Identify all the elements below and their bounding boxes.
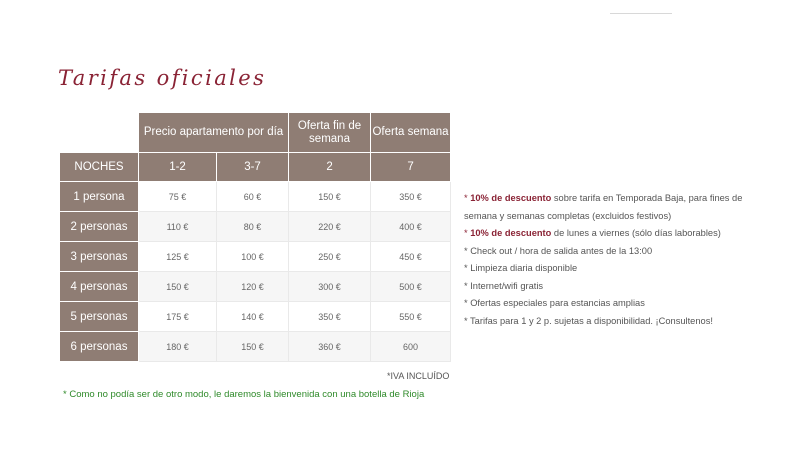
- note-item: [464, 313, 764, 331]
- note-item: [464, 243, 764, 261]
- row-label: 3 personas: [60, 242, 139, 272]
- note-star: *: [464, 193, 471, 203]
- table-cell: 550 €: [371, 302, 451, 332]
- note-text: * Tarifas para 1 y 2 p. sujetas a disponibilidad. ¡Consultenos!: [464, 315, 713, 326]
- header-corner: [60, 113, 139, 153]
- table-cell: 450 €: [371, 242, 451, 272]
- table-row: [60, 332, 451, 362]
- note-text: * Ofertas especiales para estancias amplias: [464, 298, 645, 308]
- table-cell: 140 €: [217, 302, 289, 332]
- header-price-per-day: Precio apartamento por día: [139, 113, 289, 153]
- rates-table: [59, 112, 451, 362]
- conditions-list: [464, 190, 764, 330]
- note-item: [464, 278, 764, 296]
- table-row: [60, 302, 451, 332]
- table-cell: 350 €: [289, 302, 371, 332]
- header-nights-3-7: 3-7: [217, 153, 289, 182]
- header-nights-7: 7: [371, 153, 451, 182]
- table-cell: 300 €: [289, 272, 371, 302]
- note-text: * Limpieza diaria disponible: [464, 263, 578, 273]
- note-item: [464, 260, 764, 278]
- table-cell: 100 €: [217, 242, 289, 272]
- table-cell: 250 €: [289, 242, 371, 272]
- table-cell: 125 €: [139, 242, 217, 272]
- table-row: [60, 182, 451, 212]
- note-item: [464, 225, 764, 243]
- note-star: *: [464, 228, 471, 238]
- note-item: [464, 190, 764, 225]
- note-highlight: 10% de descuento: [470, 193, 552, 203]
- table-cell: 120 €: [217, 272, 289, 302]
- table-cell: 220 €: [289, 212, 371, 242]
- row-label: 6 personas: [60, 332, 139, 362]
- table-cell: 110 €: [139, 212, 217, 242]
- table-cell: 75 €: [139, 182, 217, 212]
- table-subheader-row: [60, 153, 451, 182]
- table-cell: 150 €: [217, 332, 289, 362]
- note-text: * Check out / hora de salida antes de la 13:00: [464, 245, 653, 256]
- row-label: 2 personas: [60, 212, 139, 242]
- header-nights: NOCHES: [60, 153, 139, 182]
- top-divider: [610, 13, 672, 14]
- table-header-row: [60, 113, 451, 153]
- table-cell: 400 €: [371, 212, 451, 242]
- table-cell: 500 €: [371, 272, 451, 302]
- table-row: [60, 272, 451, 302]
- table-cell: 60 €: [217, 182, 289, 212]
- table-row: [60, 242, 451, 272]
- header-weekend-offer: Oferta fin de semana: [289, 113, 371, 153]
- note-text: sobre tarifa en Temporada Baja, para fines de semana y semanas completas (excluidos festivos): [464, 193, 743, 221]
- table-row: [60, 212, 451, 242]
- table-cell: 600: [371, 332, 451, 362]
- row-label: 1 persona: [60, 182, 139, 212]
- vat-included-note: *IVA INCLUÍDO: [387, 371, 450, 381]
- table-cell: 360 €: [289, 332, 371, 362]
- table-cell: 180 €: [139, 332, 217, 362]
- table-cell: 80 €: [217, 212, 289, 242]
- welcome-note: * Como no podía ser de otro modo, le daremos la bienvenida con una botella de Rioja: [63, 389, 425, 400]
- note-item: [464, 295, 764, 313]
- table-cell: 150 €: [289, 182, 371, 212]
- table-cell: 350 €: [371, 182, 451, 212]
- page-title: Tarifas oficiales: [58, 66, 267, 90]
- note-highlight: 10% de descuento: [470, 228, 552, 238]
- table-cell: 175 €: [139, 302, 217, 332]
- header-week-offer: Oferta semana: [371, 113, 451, 153]
- note-text: * Internet/wifi gratis: [464, 280, 544, 291]
- header-nights-1-2: 1-2: [139, 153, 217, 182]
- note-text: de lunes a viernes (sólo días laborables): [551, 228, 721, 238]
- header-nights-2: 2: [289, 153, 371, 182]
- row-label: 4 personas: [60, 272, 139, 302]
- table-cell: 150 €: [139, 272, 217, 302]
- row-label: 5 personas: [60, 302, 139, 332]
